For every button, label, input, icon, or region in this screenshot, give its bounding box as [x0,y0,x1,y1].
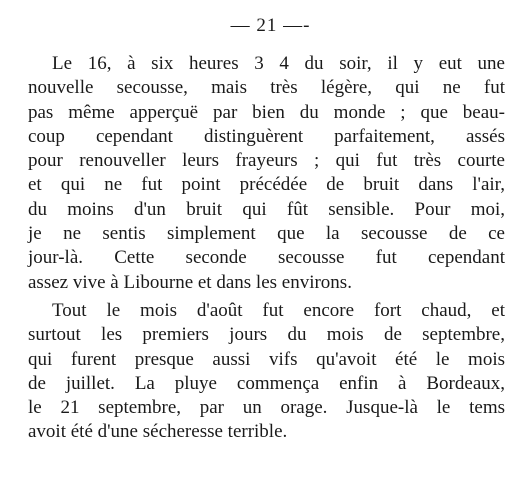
text-line: et qui ne fut point précédée de bruit dans l'air, [28,174,505,196]
text-line: avoit été d'une sécheresse terrible. [28,421,288,443]
text-line: le 21 septembre, par un orage. Jusque-là le tems [28,397,505,419]
paragraph-1 [28,52,505,295]
text-line: je ne sentis simplement que la secousse de ce [28,223,505,245]
paragraph-2 [28,299,505,445]
text-line: assez vive à Libourne et dans les environs. [28,271,352,293]
text-line: qui furent presque aussi vifs qu'avoit été le mois [28,348,505,370]
text-line: nouvelle secousse, mais très légère, qui ne fut [28,77,505,99]
text-line: jour-là. Cette seconde secousse fut cependant [28,247,505,269]
text-line: surtout les premiers jours du mois de septembre, [28,324,505,346]
text-line: du moins d'un bruit qui fût sensible. Pour moi, [28,198,505,220]
text-line: Le 16, à six heures 3 4 du soir, il y eut une [52,53,505,74]
text-line: pas même apperçuë par bien du monde ; que beau- [28,101,505,123]
text-line: de juillet. La pluye commença enfin à Bordeaux, [28,372,505,394]
text-line: coup cependant distinguèrent parfaitement, assés [28,125,505,147]
page-number: — 21 —- [230,15,311,36]
text-line: pour renouveller leurs frayeurs ; qui fut très courte [28,150,505,172]
text-line: Tout le mois d'août fut encore fort chaud, et [52,299,505,321]
